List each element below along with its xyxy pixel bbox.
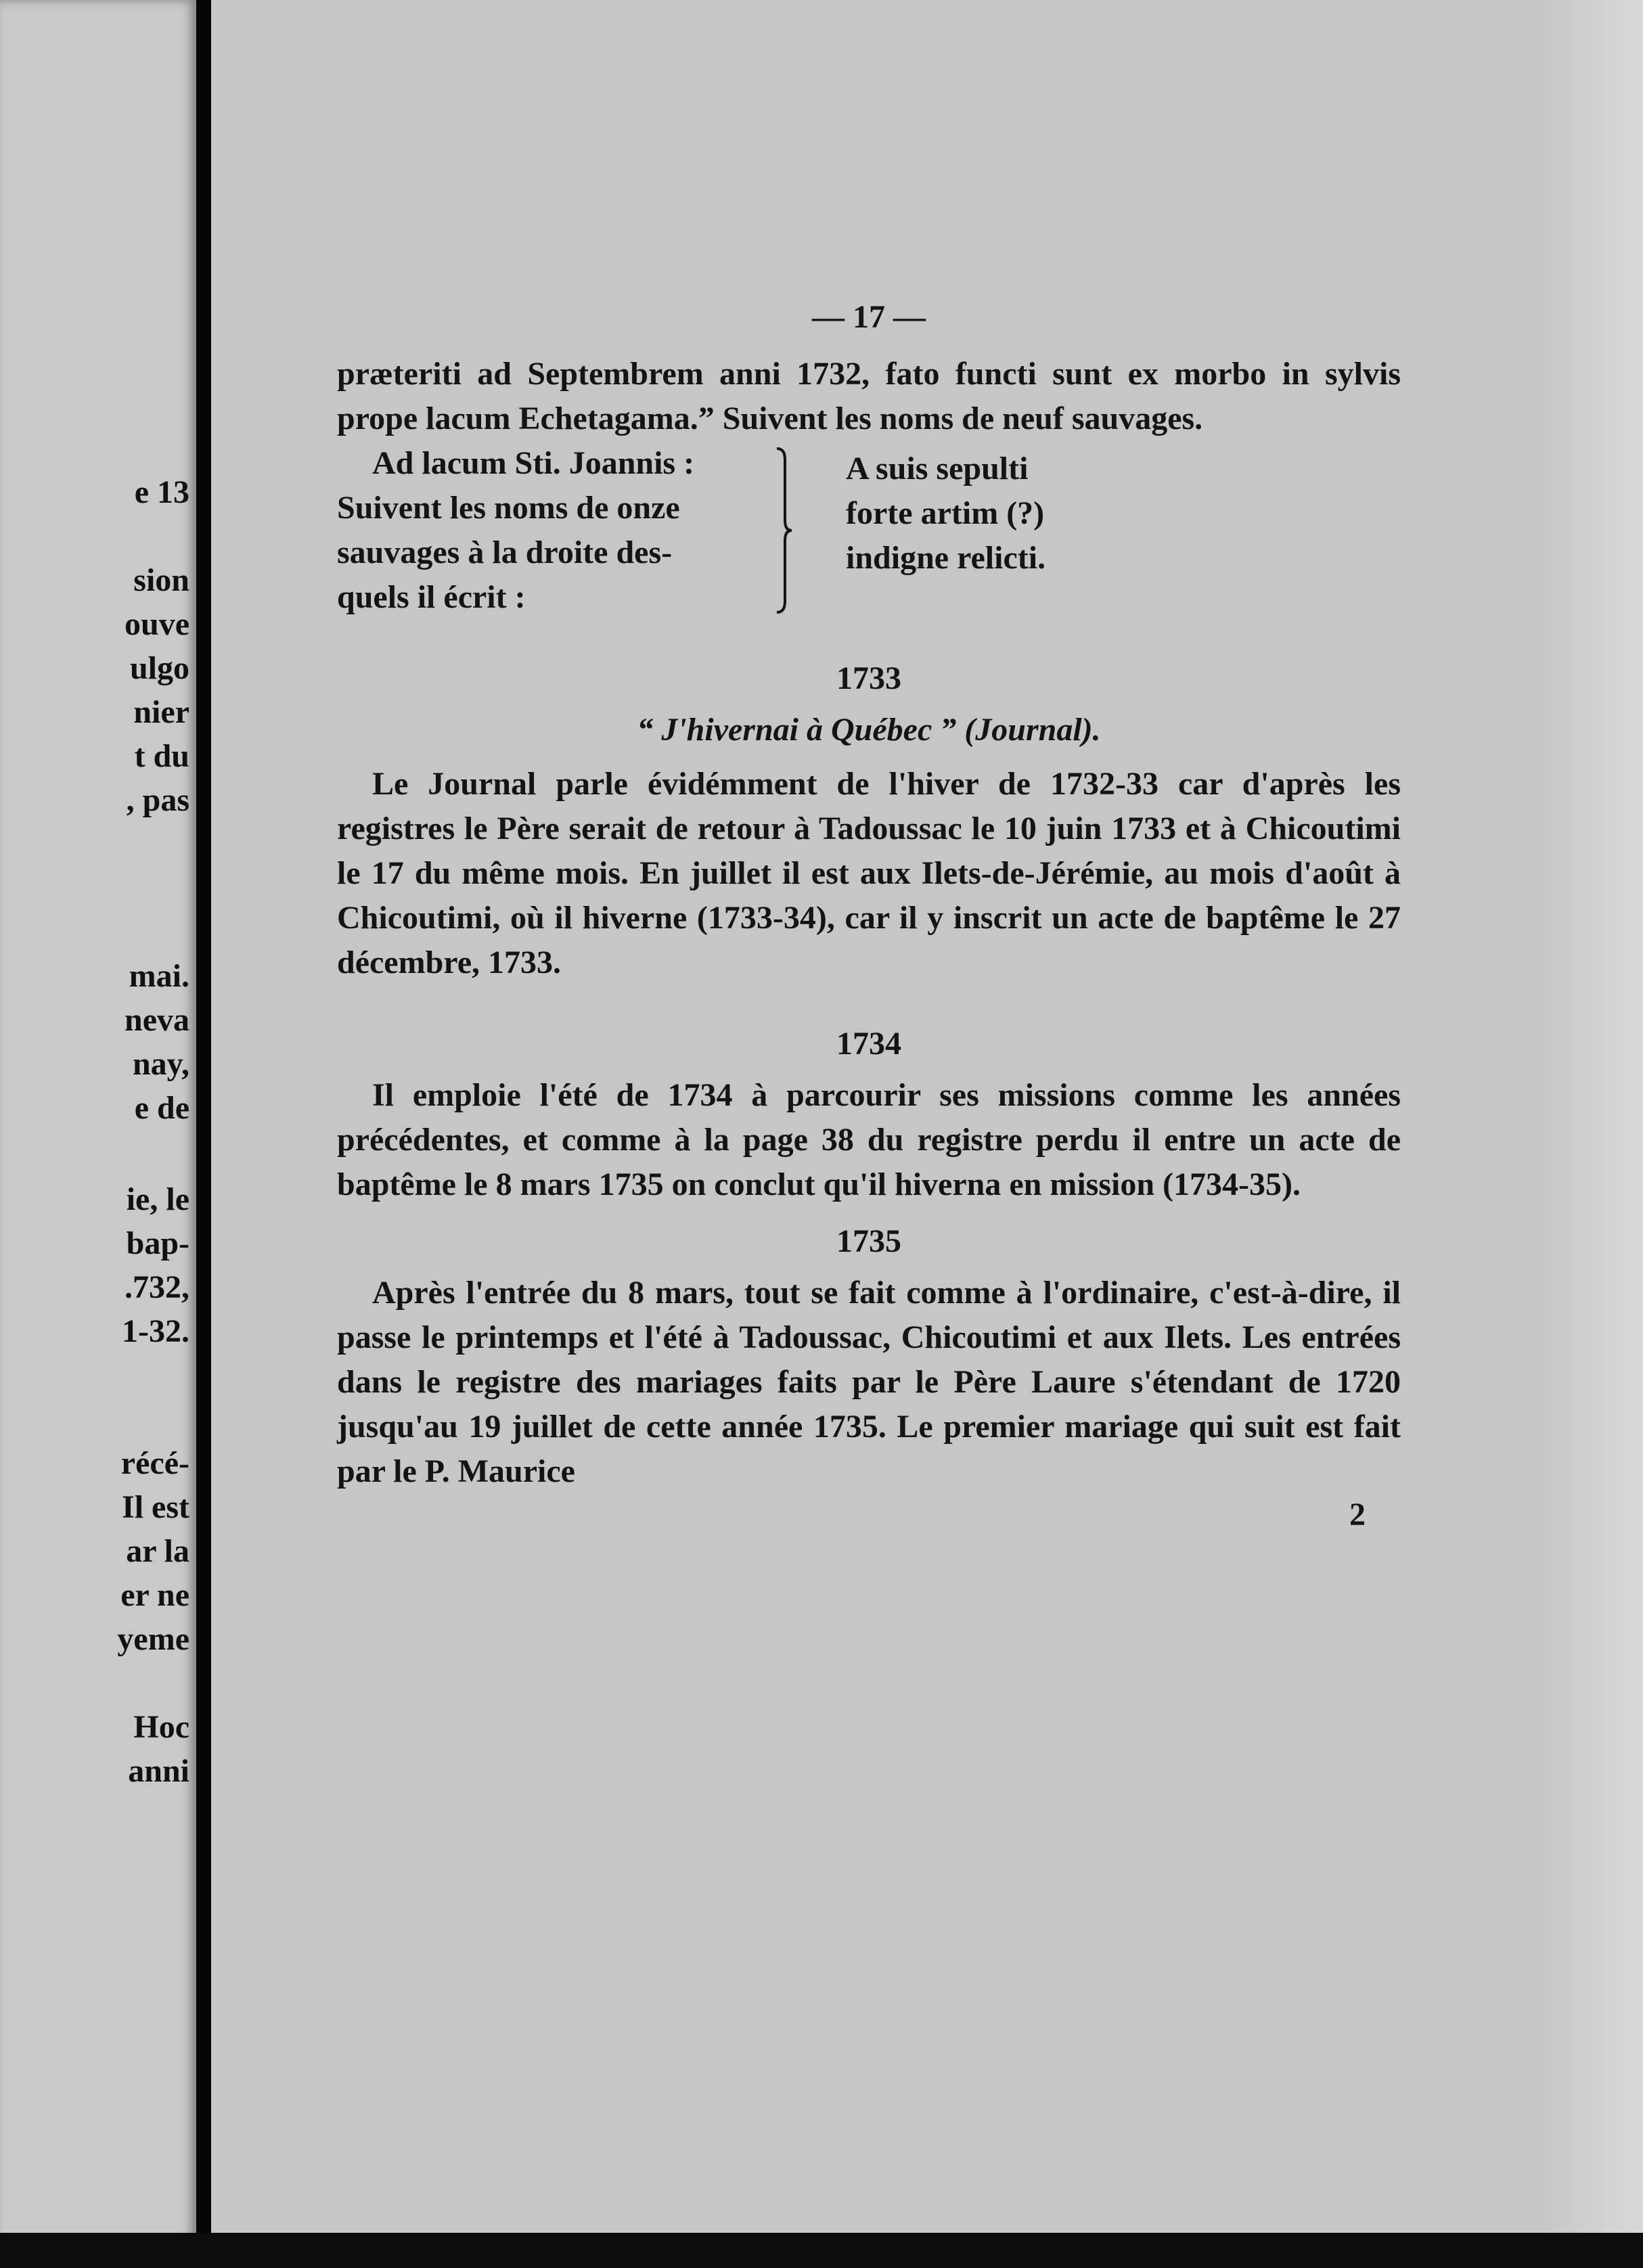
left-page-line: .732, [125,1269,189,1305]
left-page-line: mai. [129,958,189,994]
brace-left-line: quels il écrit : [337,579,526,615]
scan-bottom-margin [0,2233,1643,2268]
brace-block [337,441,1401,620]
left-page-line: , pas [126,782,189,818]
left-page-line: ar la [126,1533,189,1569]
left-page-line: ouve [125,606,189,642]
left-page-line: t du [134,738,189,774]
year-heading-1735: 1735 [836,1223,901,1259]
left-page-line: yeme [117,1621,189,1657]
year-heading-1733: 1733 [836,660,901,696]
paragraph-1734: Il emploie l'été de 1734 à parcourir ses missions comme les années précédentes, et comme à la page 38 du registre perdu il entre un acte de baptême le 8 mars 1735 on conclut qu'il hiverna en mission (1734-35). [337,1077,1401,1202]
left-page-line: nay, [132,1046,189,1082]
left-page-line: neva [125,1002,189,1038]
book-gutter [196,0,211,2268]
page-shade [1535,0,1643,2268]
brace-right-line: A suis sepulti [846,451,1029,486]
left-page-line: 1-32. [122,1313,189,1349]
brace-right-column [798,441,1401,620]
curly-brace-icon [770,441,798,620]
text-block [337,295,1401,1537]
brace-left-column [337,441,770,620]
left-page-line: Hoc [133,1709,189,1745]
left-page-line: Il est [122,1489,189,1525]
left-page-line: bap- [126,1225,189,1261]
left-page-line: ie, le [126,1181,189,1217]
page-number: — 17 — [812,299,926,335]
brace-left-line: sauvages à la droite des- [337,535,673,570]
left-page-line: e 13 [134,474,189,510]
left-page-line: nier [133,694,189,730]
year-heading-1734: 1734 [836,1026,901,1062]
brace-right-line: forte artim (?) [846,495,1045,531]
left-page-line: ulgo [129,650,189,686]
paragraph-1735: Après l'entrée du 8 mars, tout se fait comme à l'ordinaire, c'est-à-dire, il passe le printemps et l'été à Tadoussac, Chicoutimi et aux Ilets. Les entrées dans le registre des mariages faits par le Père Laure s'étendant de 1720 jusqu'au 19 juillet de cette année 1735. Le premier mariage qui suit est fait par le P. Maurice [337,1275,1401,1489]
left-page-line: sion [133,562,189,598]
paragraph-intro: præteriti ad Septembrem anni 1732, fato functi sunt ex morbo in sylvis prope lacum Echetagama.” Suivent les noms de neuf sauvages. [337,356,1401,436]
subtitle-1733: “ J'hivernai à Québec ” (Journal). [637,712,1101,748]
brace-left-line: Ad lacum Sti. Joannis : [372,445,695,481]
signature-mark: 2 [1349,1497,1366,1533]
left-page-line: récé- [120,1445,189,1481]
left-page-fragment [0,0,196,2268]
paragraph-1733: Le Journal parle évidémment de l'hiver de 1732-33 car d'après les registres le Père serait de retour à Tadoussac le 10 juin 1733 et à Chicoutimi le 17 du même mois. En juillet il est aux Ilets-de-Jérémie, au mois d'août à Chicoutimi, où il hiverne (1733-34), car il y inscrit un acte de baptême le 27 décembre, 1733. [337,766,1401,980]
brace-right-line: indigne relicti. [846,540,1046,576]
brace-left-line: Suivent les noms de onze [337,490,680,526]
left-page-line: er ne [120,1577,189,1613]
left-page-line: e de [134,1090,189,1126]
left-page-line: anni [128,1753,189,1789]
right-page [211,0,1643,2268]
